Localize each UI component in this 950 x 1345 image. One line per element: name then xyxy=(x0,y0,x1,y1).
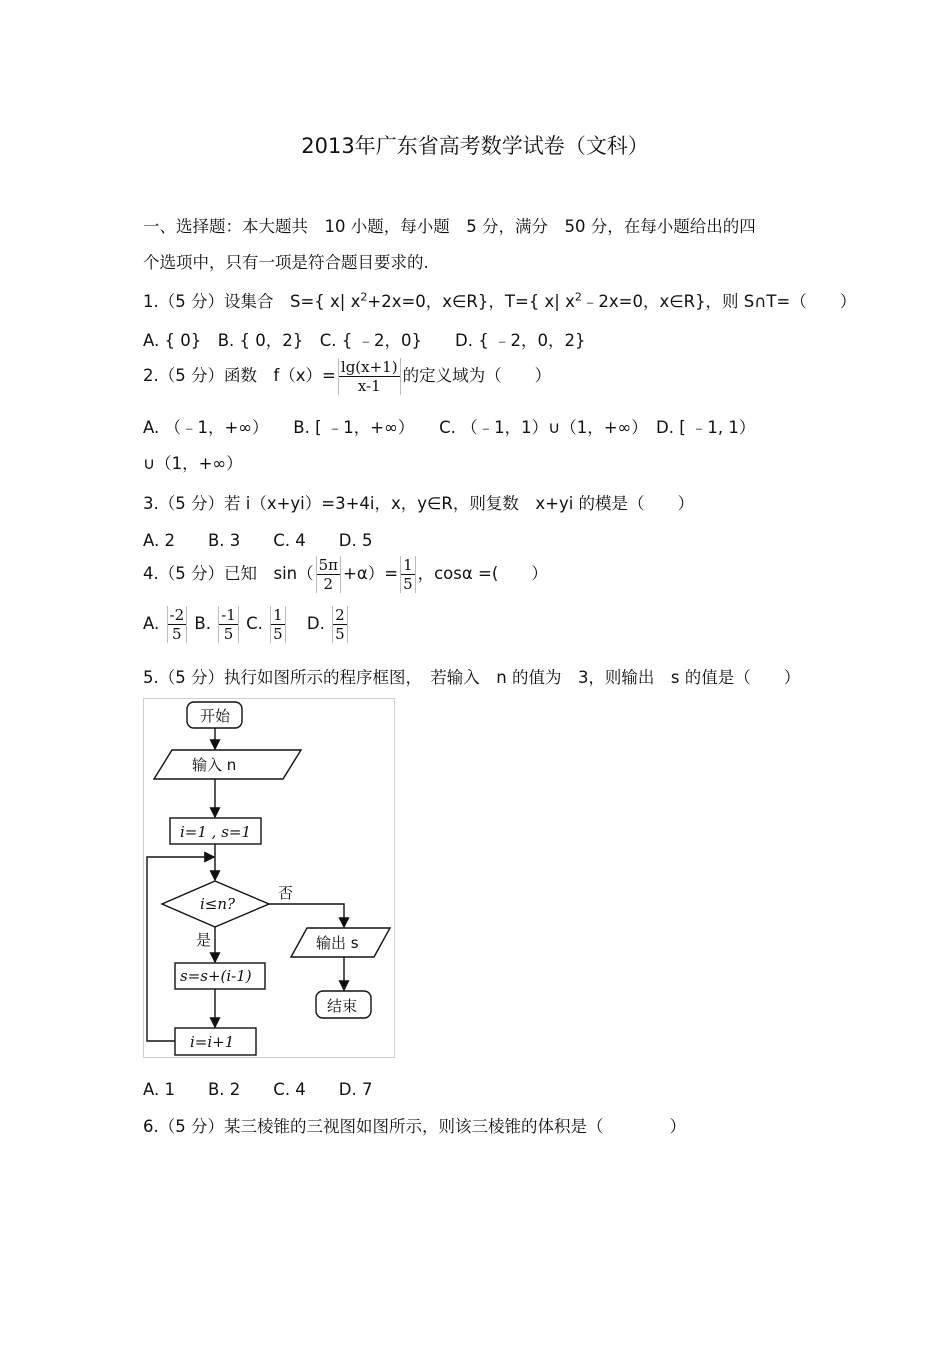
q4-fraction-angle xyxy=(316,556,341,593)
q4-opt-d-den: 5 xyxy=(335,625,345,643)
flowchart-svg xyxy=(144,699,394,1057)
q1-options: A. { 0} B. { 0，2} C. { ﹣2，0} D. { ﹣2，0，2} xyxy=(143,331,586,350)
flow-input-text: 输入 n xyxy=(192,756,237,774)
q2-frac-num: lg(x+1) xyxy=(340,358,398,376)
q2-frac-den: x-1 xyxy=(357,377,381,395)
page-title: 2013年广东省高考数学试卷（文科） xyxy=(301,134,649,158)
flow-update-s-text: s=s+(i-1) xyxy=(180,967,252,985)
q4-opt-d-label: D. xyxy=(306,614,325,633)
q4-stem-b: +α）= xyxy=(343,564,399,583)
flow-update-i-text: i=i+1 xyxy=(190,1033,235,1051)
q4-opt-a-fraction xyxy=(167,606,188,643)
q4-opt-b-den: 5 xyxy=(223,625,234,643)
q4-opt-d-num: 2 xyxy=(335,606,345,624)
flowchart xyxy=(143,698,395,1058)
q4-opt-d-fraction xyxy=(332,606,348,643)
q1-stem-b: +2x=0，x∈R}，T={ x| x xyxy=(367,292,575,311)
q2-stem-a: 2.（5 分）函数 f（x）= xyxy=(143,366,336,385)
q4-opt-c-den: 5 xyxy=(273,625,283,643)
q4-opt-b-fraction xyxy=(218,606,239,643)
q4-opt-c-fraction xyxy=(270,606,286,643)
q4-opt-b-num: -1 xyxy=(221,606,236,624)
section-intro-line1: 一、选择题：本大题共 10 小题，每小题 5 分，满分 50 分，在每小题给出的四 xyxy=(143,217,756,236)
flow-condition-text: i≤n? xyxy=(200,895,236,913)
q1-sup2: 2 xyxy=(574,290,582,304)
q4-fraction-value xyxy=(400,556,416,593)
flow-init-text: i=1 , s=1 xyxy=(180,823,252,841)
q4-opt-a-den: 5 xyxy=(172,625,182,643)
q6-stem: 6.（5 分）某三棱锥的三视图如图所示，则该三棱锥的体积是（ ） xyxy=(143,1117,686,1136)
q4-stem-c: ，cosα =( ） xyxy=(417,564,548,583)
q5-options: A. 1 B. 2 C. 4 D. 7 xyxy=(143,1080,373,1099)
flow-loop-arrow xyxy=(147,857,214,1041)
flow-output-text: 输出 s xyxy=(316,934,359,952)
q1-stem-c: ﹣2x=0，x∈R}，则 S∩T=（ ） xyxy=(581,292,857,311)
q4-stem xyxy=(143,556,548,593)
q4-opt-a-label: A. xyxy=(143,614,160,633)
q4-f2-num: 1 xyxy=(403,556,413,574)
q3-stem: 3.（5 分）若 i（x+yi）=3+4i，x，y∈R，则复数 x+yi 的模是（ ） xyxy=(143,494,695,513)
q2-options-line1: A. （﹣1，+∞） B. [ ﹣1，+∞） C. （﹣1，1）∪（1，+∞） D. [ ﹣1, 1） xyxy=(143,418,756,437)
q4-f1-num: 5π xyxy=(318,556,339,574)
q1-stem-a: 1.（5 分）设集合 S={ x| x xyxy=(143,292,361,311)
flow-arrow-no xyxy=(269,904,344,927)
q4-opt-c-num: 1 xyxy=(273,606,283,624)
q4-opt-c-label: C. xyxy=(246,614,263,633)
q2-options-line2: ∪（1，+∞） xyxy=(143,454,243,473)
flow-yes-label: 是 xyxy=(196,931,212,949)
flow-start-text: 开始 xyxy=(200,707,231,725)
q3-options: A. 2 B. 3 C. 4 D. 5 xyxy=(143,531,373,550)
flow-no-label: 否 xyxy=(278,884,294,902)
q5-stem: 5.（5 分）执行如图所示的程序框图， 若输入 n 的值为 3，则输出 s 的值是（ ） xyxy=(143,668,801,687)
q1-stem xyxy=(143,288,856,312)
flow-end-text: 结束 xyxy=(327,997,358,1015)
q4-opt-b-label: B. xyxy=(194,614,211,633)
q1-sup1: 2 xyxy=(360,290,368,304)
q4-opt-a-num: -2 xyxy=(169,606,185,624)
q2-stem-b: 的定义域为（ ） xyxy=(402,366,552,385)
q4-f1-den: 2 xyxy=(323,575,334,593)
q4-options xyxy=(143,606,350,643)
section-intro-line2: 个选项中，只有一项是符合题目要求的. xyxy=(143,253,429,272)
q2-stem xyxy=(143,358,551,395)
q4-stem-a: 4.（5 分）已知 sin（ xyxy=(143,564,314,583)
q4-f2-den: 5 xyxy=(403,575,413,593)
q2-fraction xyxy=(338,358,401,395)
